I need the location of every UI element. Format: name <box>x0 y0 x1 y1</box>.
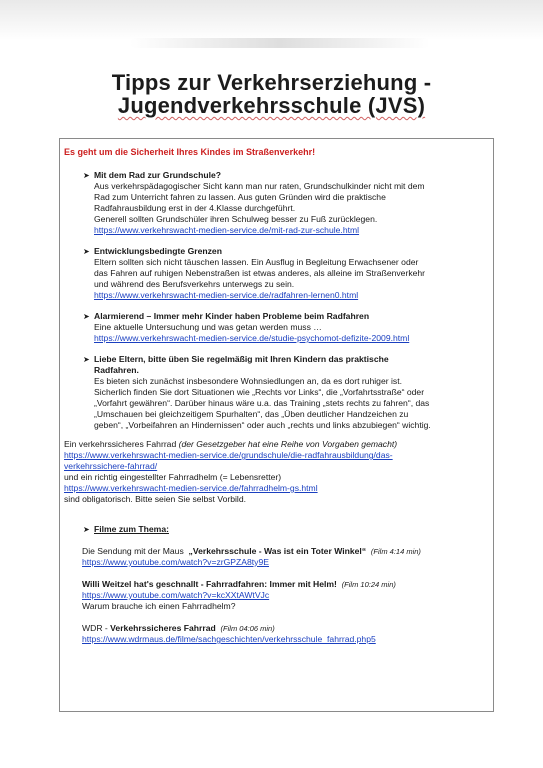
fahrrad-text: Ein verkehrssicheres Fahrrad <box>64 439 177 449</box>
arrow-bullet-icon: ➤ <box>83 247 90 256</box>
film-link[interactable]: https://www.wdrmaus.de/filme/sachgeschichten/verkehrsschule_fahrrad.php5 <box>82 634 376 644</box>
arrow-bullet-icon: ➤ <box>83 312 90 321</box>
section-title: Radfahren. <box>94 365 139 375</box>
film-item <box>82 546 489 568</box>
section-text: Eine aktuelle Untersuchung und was getan werden muss … <box>94 322 322 332</box>
section-text: „Umschauen bei gleichzeitigem Spurhalten“, das „Üben deutlicher Handzeichen zu <box>94 409 409 419</box>
arrow-bullet-icon: ➤ <box>83 355 90 364</box>
films-heading: Filme zum Thema: <box>94 524 169 534</box>
section-link[interactable]: https://www.verkehrswacht-medien-service.de/radfahren-lernen0.html <box>94 290 359 300</box>
film-prefix: Die Sendung mit der Maus <box>82 546 184 556</box>
section-text: „Vorfahrt gewähren“. Darüber hinaus wäre u.a. das Training „stets rechts zu fahren“, das <box>94 398 430 408</box>
film-link[interactable]: https://www.youtube.com/watch?v=kcXXtAWtVJc <box>82 590 270 600</box>
arrow-bullet-icon: ➤ <box>83 525 90 534</box>
section-entwicklungsbedingte-grenzen <box>64 246 489 301</box>
section-text: Rad zum Unterricht fahren zu lassen. Aus guten Gründen wird die praktische <box>94 192 386 202</box>
section-text: Aus verkehrspädagogischer Sicht kann man nur raten, Grundschulkinder nicht mit dem <box>94 181 425 191</box>
page-title-line-2 <box>0 93 543 119</box>
fahrrad-link-continued[interactable]: verkehrssichere-fahrrad/ <box>64 461 158 471</box>
helmet-link[interactable]: https://www.verkehrswacht-medien-service.de/fahrradhelm-gs.html <box>64 483 318 493</box>
section-title: Liebe Eltern, bitte üben Sie regelmäßig mit Ihren Kindern das praktische <box>94 354 389 364</box>
section-text: das Fahren auf ruhigen Nebenstraßen ist etwas anderes, als alleine im Straßenverkehr <box>94 268 426 278</box>
section-text: und während des Berufsverkehrs unterwegs zu sein. <box>94 279 295 289</box>
film-duration: (Film 04:06 min) <box>220 624 275 633</box>
fahrrad-note: (der Gesetzgeber hat eine Reihe von Vorgaben gemacht) <box>178 439 398 449</box>
helmet-text: und ein richtig eingestellter Fahrradhelm (= Lebensretter) <box>64 472 282 482</box>
section-title: Alarmierend – Immer mehr Kinder haben Probleme beim Radfahren <box>94 311 370 321</box>
film-prefix: WDR - <box>82 623 108 633</box>
intro-headline: Es geht um die Sicherheit Ihres Kindes im Straßenverkehr! <box>64 147 316 157</box>
films-section <box>64 524 489 535</box>
film-title: Verkehrssicheres Fahrrad <box>110 623 216 633</box>
fahrrad-paragraph <box>64 439 489 505</box>
fahrrad-line <box>64 439 489 450</box>
arrow-bullet-icon: ➤ <box>83 171 90 180</box>
film-item <box>82 623 489 645</box>
section-text: Eltern sollten sich nicht täuschen lassen. Ein Ausflug in Begleitung Erwachsener oder <box>94 257 419 267</box>
fahrrad-link[interactable]: https://www.verkehrswacht-medien-service.de/grundschule/die-radfahrausbildung/das- <box>64 450 393 460</box>
section-text: Radfahrausbildung erst in der 4.Klasse durchgeführt. <box>94 203 296 213</box>
section-text: Es bieten sich zunächst insbesondere Wohnsiedlungen an, da es dort ruhiger ist. <box>94 376 402 386</box>
section-text: Sicherlich finden Sie dort Situationen wie „Rechts vor Links“, die „Vorfahrtsstraße“ oder <box>94 387 425 397</box>
film-extra: Warum brauche ich einen Fahrradhelm? <box>82 601 236 611</box>
section-alarmierend <box>64 311 489 344</box>
section-title: Mit dem Rad zur Grundschule? <box>94 170 222 180</box>
film-title: „Verkehrsschule - Was ist ein Toter Winkel“ <box>188 546 367 556</box>
section-text: Generell sollten Grundschüler ihren Schulweg besser zu Fuß zurücklegen. <box>94 214 378 224</box>
film-link[interactable]: https://www.youtube.com/watch?v=zrGPZA8ty9E <box>82 557 269 567</box>
page-title-line-1: Tipps zur Verkehrserziehung - <box>111 70 432 95</box>
content-box <box>64 147 489 645</box>
film-title: Willi Weitzel hat's geschnallt - Fahrradfahren: Immer mit Helm! <box>82 579 337 589</box>
page-title-line-2-text: Jugendverkehrsschule (JVS) <box>117 93 426 118</box>
film-duration: (Film 10:24 min) <box>341 580 396 589</box>
section-title: Entwicklungsbedingte Grenzen <box>94 246 222 256</box>
section-link[interactable]: https://www.verkehrswacht-medien-service.de/studie-psychomot-defizite-2009.html <box>94 333 410 343</box>
film-duration: (Film 4:14 min) <box>370 547 421 556</box>
film-title-line <box>82 546 489 557</box>
film-item <box>82 579 489 612</box>
section-liebe-eltern <box>64 354 489 431</box>
section-text: geben“, „Vorbeifahren an Hindernissen“ oder auch „rechts und links abzubiegen“ wichtig. <box>94 420 431 430</box>
film-title-line <box>82 579 489 590</box>
section-link[interactable]: https://www.verkehrswacht-medien-service.de/mit-rad-zur-schule.html <box>94 225 360 235</box>
closing-text: sind obligatorisch. Bitte seien Sie selbst Vorbild. <box>64 494 246 504</box>
section-rad-zur-grundschule <box>64 170 489 236</box>
film-title-line <box>82 623 489 634</box>
scan-shadow <box>0 0 543 40</box>
scan-artifact <box>130 38 430 48</box>
